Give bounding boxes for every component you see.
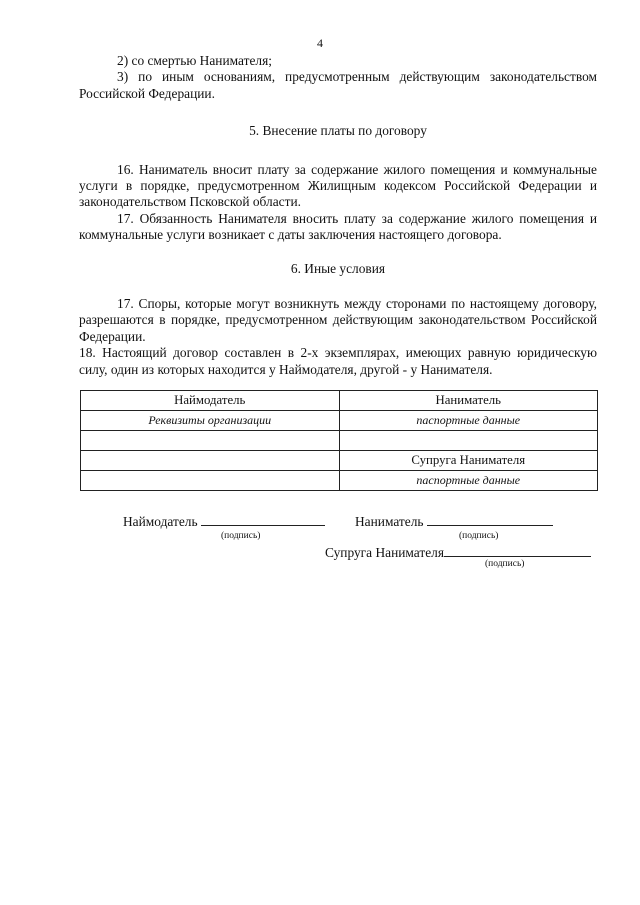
paragraph-17-payment: 17. Обязанность Нанимателя вносить плату за содержание жилого помещения и коммунальные услуги возникает с даты заключения настоящего договора.: [79, 210, 597, 243]
table-row: [81, 471, 598, 491]
tenant-passport: паспортные данные: [339, 411, 598, 431]
table-row: [81, 391, 598, 411]
spouse-passport: паспортные данные: [339, 471, 598, 491]
spouse-header: Супруга Нанимателя: [339, 451, 598, 471]
paragraph-death: 2) со смертью Нанимателя;: [117, 53, 272, 68]
table-row: [81, 451, 598, 471]
paragraph-17-disputes: 17. Споры, которые могут возникнуть между сторонами по настоящему договору, разрешаются в порядке, предусмотренном действующим законодательством Российской Федерации.: [79, 296, 597, 344]
table-row: [81, 411, 598, 431]
spouse-signature-hint: (подпись): [485, 559, 525, 569]
landlord-signature-line: [201, 513, 325, 526]
document-body: [79, 53, 597, 378]
tenant-signature: [355, 513, 553, 530]
tenant-header: Наниматель: [339, 391, 598, 411]
paragraph-16: 16. Наниматель вносит плату за содержание жилого помещения и коммунальные услуги в порядке, предусмотренном Жилищным кодексом Российской Федерации и законодательством Псковской области.: [79, 161, 597, 210]
spouse-signature: [325, 544, 591, 561]
empty-cell: [81, 451, 340, 471]
landlord-signature: [123, 513, 325, 530]
landlord-header: Наймодатель: [81, 391, 340, 411]
paragraph-other-grounds: 3) по иным основаниям, предусмотренным действующим законодательством Российской Федерации.: [79, 69, 597, 101]
landlord-signature-hint: (подпись): [221, 531, 261, 541]
landlord-requisites: Реквизиты организации: [81, 411, 340, 431]
page-number: 4: [317, 36, 323, 50]
table-row: [81, 431, 598, 451]
empty-cell: [81, 431, 340, 451]
section-6-title: 6. Иные условия: [290, 260, 386, 276]
spouse-signature-label: Супруга Нанимателя: [325, 545, 445, 560]
landlord-signature-label: Наймодатель: [123, 514, 198, 529]
section-5-title: 5. Внесение платы по договору: [249, 123, 427, 139]
paragraph-18: 18. Настоящий договор составлен в 2-х экземплярах, имеющих равную юридическую силу, один из которых находится у Наймодателя, другой - у Нанимателя.: [79, 345, 597, 377]
tenant-signature-label: Наниматель: [355, 514, 424, 529]
empty-cell: [339, 431, 598, 451]
tenant-signature-hint: (подпись): [459, 531, 499, 541]
tenant-signature-line: [427, 513, 553, 526]
empty-cell: [81, 471, 340, 491]
spouse-signature-line: [444, 544, 591, 557]
parties-table: [80, 390, 598, 491]
